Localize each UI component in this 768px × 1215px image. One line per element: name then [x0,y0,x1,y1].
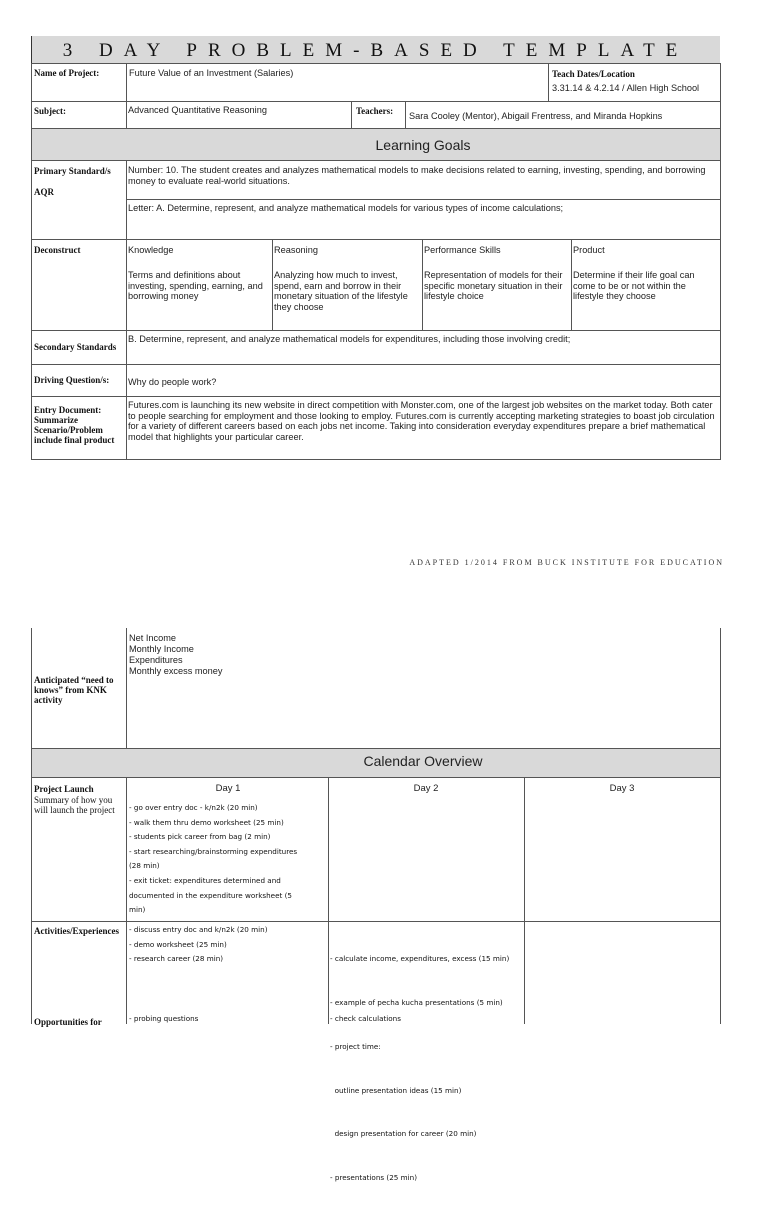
project-launch-summary: Summary of how you will launch the project [34,795,115,815]
learning-goals-heading: Learning Goals [375,137,471,153]
need-to-know-item: Monthly Income [129,644,194,654]
primary-standard-letter: Letter: A. Determine, represent, and analyze mathematical models for various types of income calculations; [128,203,564,213]
list-item: - discuss entry doc and k/n2k (20 min) [129,925,268,934]
project-launch-label: Project Launch [34,784,94,794]
opportunities-day2: - check calculations [330,1014,401,1023]
need-to-know-label: Anticipated “need to knows” from KNK activity [34,675,114,705]
activities-day1 [129,923,268,967]
project-name-label: Name of Project: [34,68,100,78]
subject-value: Advanced Quantitative Reasoning [128,105,267,115]
deconstruct-header-product: Product [573,245,605,255]
list-item: - presentations (25 min) [330,1173,417,1183]
teach-dates-value: 3.31.14 & 4.2.14 / Allen High School [552,83,700,93]
list-item: design presentation for career (20 min) [330,1129,477,1139]
teachers-value: Sara Cooley (Mentor), Abigail Frentress, and Miranda Hopkins [409,111,663,121]
subject-label: Subject: [34,106,66,116]
deconstruct-body-performance: Representation of models for their specific monetary situation in their lifestyle choice [424,270,563,301]
list-item: - project time: [330,1041,381,1051]
secondary-standards-label: Secondary Standards [34,342,117,352]
deconstruct-body-reasoning: Analyzing how much to invest, spend, earn and borrow in their monetary situation of the lifestyle they choose [274,270,408,312]
list-item: - calculate income, expenditures, excess (15 min) [330,954,510,964]
teachers-label: Teachers: [356,106,394,116]
footer-credit: ADAPTED 1/2014 FROM BUCK INSTITUTE FOR EDUCATION [409,558,724,567]
list-item: - exit ticket: expenditures determined and [129,875,281,885]
activities-label: Activities/Experiences [34,926,119,936]
day-2-header: Day 2 [413,783,439,794]
deconstruct-body-knowledge: Terms and definitions about investing, spending, earning, and borrowing money [128,270,263,301]
secondary-standards-value: B. Determine, represent, and analyze mathematical models for expenditures, including those involving credit; [128,334,571,344]
driving-question-label: Driving Question/s: [34,375,110,385]
entry-document-value: Futures.com is launching its new website in direct competition with Monster.com, one of the largest job websites on the market today. Both cater to people searching for employment and those looking to employ. Futures.com is currently accepting marketing strategies to boast job circulation for a variety of different careers based on each jobs net income. Taking into consideration everyday expenditures prepare a brief mathematical model that highlights your particular career. [128,400,715,442]
need-to-know-item: Monthly excess money [129,666,223,676]
need-to-know-item: Net Income [129,633,176,643]
project-launch-day1 [129,801,297,918]
primary-standard-label: Primary Standard/s [34,166,111,176]
list-item: - go over entry doc - k/n2k (20 min) [129,803,258,812]
list-item: - demo worksheet (25 min) [129,939,227,949]
list-item: min) [129,905,146,915]
opportunities-day1: - probing questions [129,1014,199,1023]
activities-day2 [330,923,509,1215]
need-to-know-item: Expenditures [129,655,183,665]
primary-standard-number: Number: 10. The student creates and analyzes mathematical models to make decisions related to earning, investing, spending, and borrowing money to evaluate real-world situations. [128,165,706,186]
project-name-value: Future Value of an Investment (Salaries) [129,68,294,78]
day-1-header: Day 1 [215,783,241,794]
deconstruct-body-product: Determine if their life goal can come to be or not within the lifestyle they choose [573,270,695,301]
deconstruct-label: Deconstruct [34,245,81,255]
aqr-label: AQR [34,187,54,197]
deconstruct-header-performance: Performance Skills [424,245,501,255]
list-item: - students pick career from bag (2 min) [129,832,271,842]
driving-question-value: Why do people work? [128,377,217,387]
calendar-overview-heading: Calendar Overview [363,753,483,769]
page-title: 3 DAY PROBLEM-BASED TEMPLATE [62,40,689,61]
list-item: - walk them thru demo worksheet (25 min) [129,817,284,827]
opportunities-label: Opportunities for [34,1017,102,1027]
deconstruct-header-reasoning: Reasoning [274,245,318,255]
entry-document-label: Entry Document: Summarize Scenario/Problem include final product [34,405,115,445]
teach-dates-label: Teach Dates/Location [552,69,635,79]
list-item: (28 min) [129,861,160,871]
list-item: - start researching/brainstorming expenditures [129,846,298,856]
deconstruct-header-knowledge: Knowledge [128,245,174,255]
day-3-header: Day 3 [609,783,635,794]
list-item: documented in the expenditure worksheet (5 [129,890,292,900]
list-item: outline presentation ideas (15 min) [330,1085,462,1095]
list-item: - example of pecha kucha presentations (5 min) [330,997,503,1007]
list-item: - research career (28 min) [129,954,224,964]
